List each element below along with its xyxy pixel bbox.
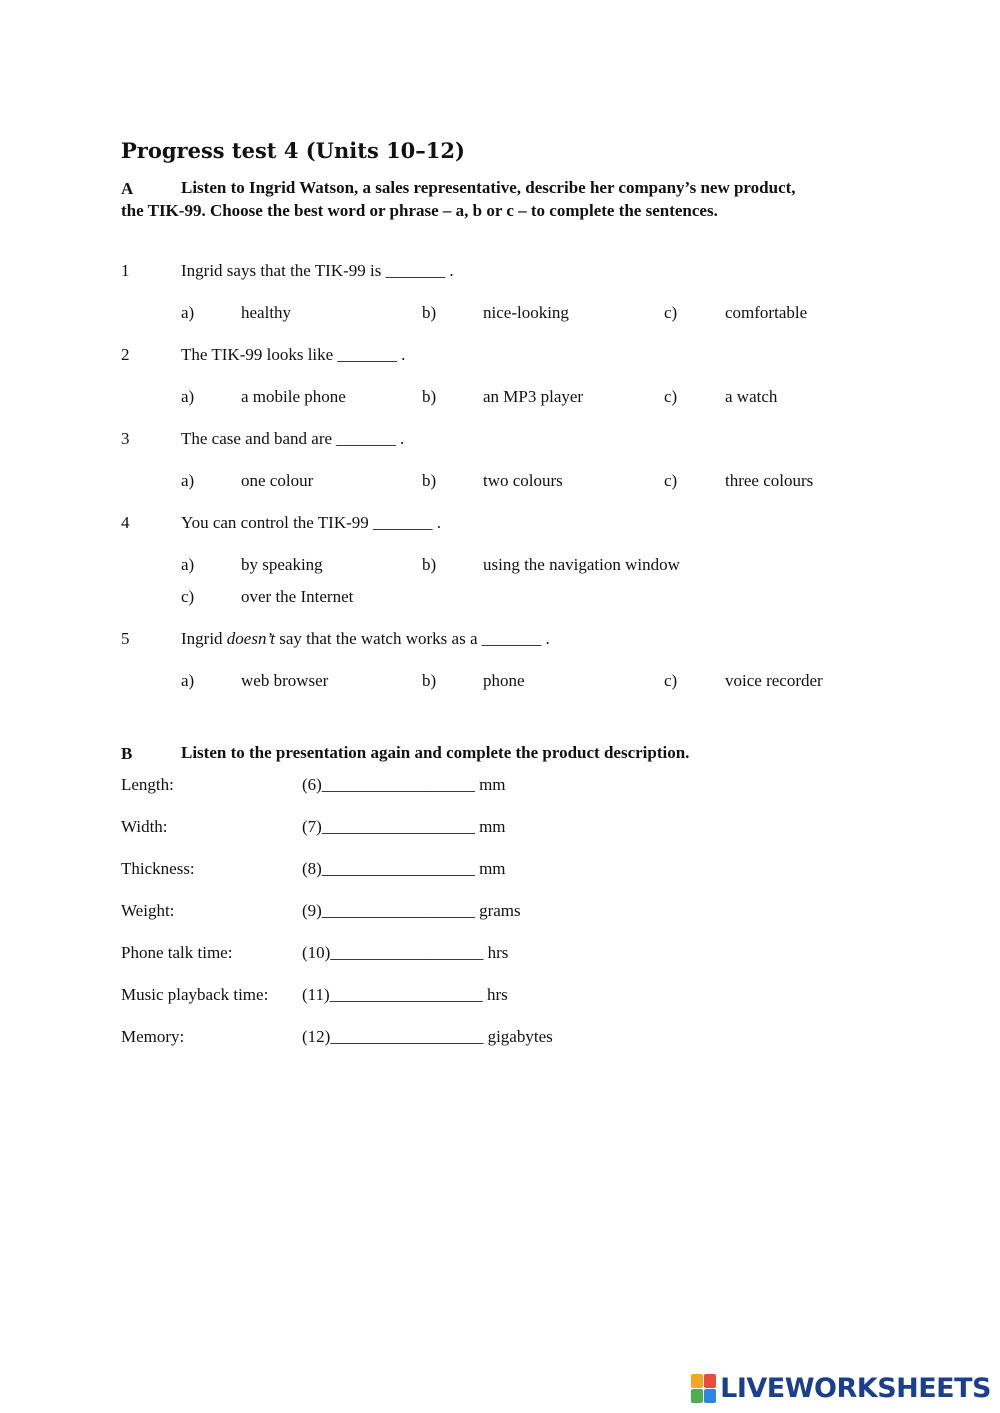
unit: mm [479,859,506,878]
option-a[interactable]: a mobile phone [241,387,346,406]
option-label: b) [422,671,437,690]
unit: hrs [486,985,508,1004]
option-label: b) [422,303,437,322]
question-text: The TIK-99 looks like _______ . [181,345,406,364]
blank-input[interactable] [302,775,506,795]
section-a-instruction-line1: Listen to Ingrid Watson, a sales representative, describe her company’s new product, [181,178,796,197]
option-c[interactable]: voice recorder [725,671,823,690]
option-label: a) [181,471,195,490]
field-label: Phone talk time: [121,943,233,962]
section-b-instruction: Listen to the presentation again and complete the product description. [181,743,690,762]
liveworksheets-logo[interactable] [691,1373,991,1404]
question-text-start: Ingrid [181,629,227,648]
option-label: c) [181,587,195,606]
option-a[interactable]: by speaking [241,555,323,574]
blank-line[interactable]: (12)__________________ [302,1027,484,1046]
field-label: Memory: [121,1027,185,1046]
option-label: c) [664,303,678,322]
field-label: Thickness: [121,859,195,878]
section-a-letter: A [121,179,134,198]
question-number: 1 [121,261,130,280]
unit: grams [479,901,521,920]
option-label: c) [664,671,678,690]
blank-input[interactable] [302,859,506,879]
question-text: You can control the TIK-99 _______ . [181,513,442,532]
blank-line[interactable]: (7)__________________ [302,817,475,836]
option-a[interactable]: healthy [241,303,292,322]
option-b[interactable]: using the navigation window [483,555,680,574]
option-b[interactable]: two colours [483,471,563,490]
blank-input[interactable] [302,901,521,921]
option-label: b) [422,471,437,490]
option-label: a) [181,555,195,574]
blank-line[interactable]: (11)__________________ [302,985,483,1004]
option-c[interactable]: over the Internet [241,587,354,606]
section-a-instruction-line2: the TIK-99. Choose the best word or phrase – a, b or c – to complete the sentences. [121,201,718,220]
option-a[interactable]: web browser [241,671,329,690]
option-c[interactable]: three colours [725,471,814,490]
unit: gigabytes [487,1027,553,1046]
question-number: 4 [121,513,130,532]
option-label: b) [422,555,437,574]
option-label: c) [664,471,678,490]
option-c[interactable]: a watch [725,387,778,406]
field-label: Width: [121,817,168,836]
question-text-emphasis: doesn’t [226,629,275,648]
page-title: Progress test 4 (Units 10–12) [121,138,465,163]
blank-line[interactable]: (9)__________________ [302,901,475,920]
blank-input[interactable] [302,817,506,837]
option-b[interactable]: phone [483,671,525,690]
option-label: c) [664,387,678,406]
logo-text: LIVEWORKSHEETS [720,1373,991,1404]
option-b[interactable]: an MP3 player [483,387,584,406]
blank-line[interactable]: (6)__________________ [302,775,475,794]
section-b-letter: B [121,744,133,763]
field-label: Weight: [121,901,175,920]
question-text-end: say that the watch works as a _______ . [274,629,550,648]
blank-input[interactable] [302,1027,553,1047]
liveworksheets-logo-icon [691,1374,716,1403]
option-b[interactable]: nice-looking [483,303,569,322]
logo-square [691,1374,703,1388]
logo-square [704,1374,716,1388]
option-label: a) [181,671,195,690]
question-text: The case and band are _______ . [181,429,405,448]
unit: mm [479,817,506,836]
blank-line[interactable]: (8)__________________ [302,859,475,878]
blank-input[interactable] [302,985,508,1005]
logo-square [704,1389,716,1403]
blank-input[interactable] [302,943,508,963]
option-a[interactable]: one colour [241,471,314,490]
question-number: 2 [121,345,130,364]
blank-line[interactable]: (10)__________________ [302,943,484,962]
field-label: Music playback time: [121,985,269,1004]
question-text [181,629,550,649]
unit: hrs [487,943,509,962]
option-label: a) [181,303,195,322]
question-text: Ingrid says that the TIK-99 is _______ . [181,261,454,280]
option-label: b) [422,387,437,406]
unit: mm [479,775,506,794]
option-label: a) [181,387,195,406]
question-number: 5 [121,629,130,648]
question-number: 3 [121,429,130,448]
field-label: Length: [121,775,174,794]
option-c[interactable]: comfortable [725,303,808,322]
logo-square [691,1389,703,1403]
